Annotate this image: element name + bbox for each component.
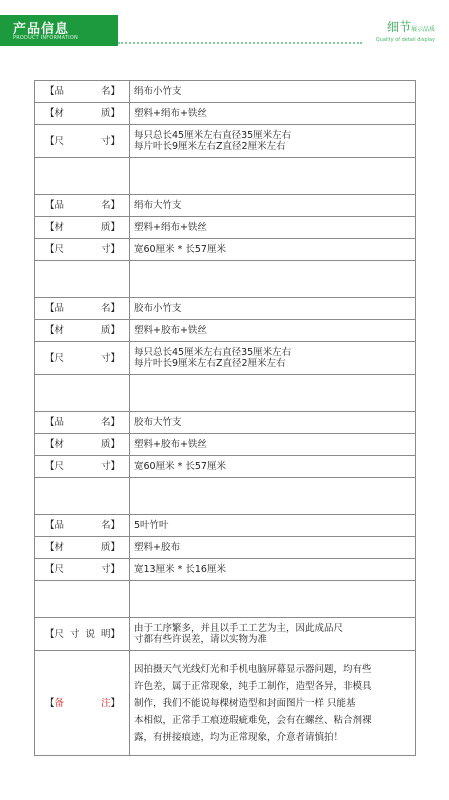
bracket-open: 【 (45, 108, 55, 119)
name-label-text: 品 名 (54, 86, 111, 97)
size-value-line: 每片叶长9厘米左右Z直径2厘米左右 (134, 358, 286, 369)
size-value-line: 每片叶长9厘米左右Z直径2厘米左右 (134, 141, 286, 152)
material-label (35, 320, 130, 342)
size-label (35, 456, 130, 478)
size-note-value-line: 寸都有些许误差，请以实物为准 (134, 634, 268, 645)
bracket-open: 【 (45, 244, 55, 255)
size-value-line: 宽60厘米 * 长57厘米 (134, 461, 226, 472)
material-value (130, 320, 416, 342)
detail-tag: 展示品质 (410, 26, 435, 33)
blank-key (35, 261, 130, 298)
spec-table (34, 80, 416, 756)
bracket-close: 】 (110, 222, 121, 233)
remark-value-line: 许色差，属于正常现象，纯手工制作，造型各异，非模具 (134, 680, 372, 692)
material-value-line: 塑料+胶布+铁丝 (134, 439, 207, 450)
name-value (130, 515, 416, 537)
blank-value (130, 158, 416, 195)
size-value (130, 239, 416, 261)
blank-value (130, 478, 416, 515)
bracket-open: 【 (45, 542, 55, 553)
table-row (35, 537, 416, 559)
size-note-value (130, 618, 416, 651)
table-row (35, 342, 416, 375)
blank-key (35, 158, 130, 195)
blank-key (35, 581, 130, 618)
material-label-text: 材 质 (54, 439, 111, 450)
detail-title-block (355, 18, 435, 43)
bracket-close: 】 (110, 352, 121, 364)
size-value (130, 125, 416, 158)
table-row (35, 412, 416, 434)
remark-value-line: 制作，我们不能说每棵树造型和封面图片一样 只能基 (134, 697, 356, 709)
name-label (35, 81, 130, 103)
material-label (35, 217, 130, 239)
table-row (35, 298, 416, 320)
size-label (35, 559, 130, 581)
blank-row (35, 581, 416, 618)
bracket-close: 】 (110, 417, 121, 428)
bracket-close: 】 (110, 135, 121, 147)
bracket-close: 】 (110, 200, 121, 211)
blank-value (130, 581, 416, 618)
name-label-text: 品 名 (54, 520, 111, 531)
name-label-text: 品 名 (54, 417, 111, 428)
size-label-text: 尺 寸 (54, 564, 111, 575)
name-value (130, 81, 416, 103)
section-title-block (0, 15, 118, 46)
size-value-line: 每只总长45厘米左右直径35厘米左右 (134, 130, 292, 141)
material-value-line: 塑料+绢布+铁丝 (134, 108, 207, 119)
size-note-value-line: 由于工序繁多，并且以手工工艺为主，因此成品尺 (134, 623, 344, 634)
table-row (35, 515, 416, 537)
size-label-text: 尺 寸 (54, 461, 111, 472)
table-row (35, 559, 416, 581)
name-label (35, 515, 130, 537)
material-value (130, 103, 416, 125)
material-value (130, 537, 416, 559)
name-label-text: 品 名 (54, 200, 111, 211)
size-label-text: 尺 寸 (54, 244, 111, 255)
header-divider (118, 42, 362, 44)
material-value (130, 217, 416, 239)
size-label-text: 尺 寸 (54, 352, 111, 364)
size-value (130, 559, 416, 581)
bracket-close: 】 (110, 628, 121, 640)
section-subtitle: PRODUCT INFORMATION (13, 35, 78, 41)
name-label (35, 298, 130, 320)
blank-key (35, 478, 130, 515)
blank-key (35, 375, 130, 412)
bracket-close: 】 (110, 303, 121, 314)
material-value-line: 塑料+绢布+铁丝 (134, 222, 207, 233)
material-value-line: 塑料+胶布+铁丝 (134, 325, 207, 336)
size-value-line: 每只总长45厘米左右直径35厘米左右 (134, 347, 292, 358)
blank-row (35, 158, 416, 195)
bracket-close: 】 (110, 439, 121, 450)
bracket-close: 】 (110, 86, 121, 97)
size-value-line: 宽13厘米 * 长16厘米 (134, 564, 226, 575)
bracket-close: 】 (110, 564, 121, 575)
material-label (35, 434, 130, 456)
bracket-open: 【 (45, 628, 55, 640)
table-row (35, 456, 416, 478)
material-label-text: 材 质 (54, 542, 111, 553)
table-row (35, 618, 416, 651)
bracket-open: 【 (45, 461, 55, 472)
bracket-open: 【 (45, 439, 55, 450)
name-label (35, 195, 130, 217)
material-value (130, 434, 416, 456)
table-row (35, 195, 416, 217)
table-row (35, 239, 416, 261)
table-row (35, 434, 416, 456)
bracket-open: 【 (45, 86, 55, 97)
name-value-line: 胶布大竹支 (134, 417, 182, 428)
bracket-open: 【 (45, 200, 55, 211)
remark-label (35, 651, 130, 756)
name-value-line: 胶布小竹支 (134, 303, 182, 314)
remark-value (130, 651, 416, 756)
table-row (35, 320, 416, 342)
size-label (35, 239, 130, 261)
bracket-close: 】 (110, 244, 121, 255)
bracket-open: 【 (45, 222, 55, 233)
name-value (130, 298, 416, 320)
bracket-close: 】 (110, 325, 121, 336)
bracket-open: 【 (45, 417, 55, 428)
bracket-open: 【 (45, 564, 55, 575)
material-label-text: 材 质 (54, 222, 111, 233)
blank-value (130, 375, 416, 412)
remark-value-line: 因拍摄天气光线灯光和手机电脑屏幕显示器问题，均有些 (134, 663, 372, 675)
bracket-close: 】 (110, 542, 121, 553)
size-note-label-text: 尺寸说明 (54, 628, 111, 640)
size-label (35, 125, 130, 158)
detail-subtitle: Quality of detail display (375, 37, 435, 43)
material-label (35, 537, 130, 559)
bracket-open: 【 (45, 352, 55, 364)
bracket-open: 【 (45, 325, 55, 336)
remark-label-text: 备 注 (54, 697, 111, 709)
size-label-text: 尺 寸 (54, 135, 111, 147)
material-label-text: 材 质 (54, 325, 111, 336)
bracket-open: 【 (45, 303, 55, 314)
detail-title: 细节 (386, 20, 411, 34)
bracket-close: 】 (110, 108, 121, 119)
blank-value (130, 261, 416, 298)
bracket-close: 】 (110, 697, 121, 709)
name-value-line: 5叶竹叶 (134, 520, 169, 531)
bracket-close: 】 (110, 461, 121, 472)
material-value-line: 塑料+胶布 (134, 542, 180, 553)
size-value (130, 456, 416, 478)
name-label-text: 品 名 (54, 303, 111, 314)
bracket-open: 【 (45, 135, 55, 147)
table-row (35, 125, 416, 158)
remark-value-line: 露，有拼接痕迹，均为正常现象，介意者请慎拍！ (134, 731, 344, 743)
table-row (35, 217, 416, 239)
table-row (35, 651, 416, 756)
blank-row (35, 261, 416, 298)
table-row (35, 103, 416, 125)
blank-row (35, 375, 416, 412)
material-label (35, 103, 130, 125)
name-value (130, 195, 416, 217)
blank-row (35, 478, 416, 515)
remark-value-line: 本相似，正常手工痕迹瑕疵难免，会有在螺丝、粘合剂裸 (134, 714, 372, 726)
size-value-line: 宽60厘米 * 长57厘米 (134, 244, 226, 255)
bracket-close: 】 (110, 520, 121, 531)
name-label (35, 412, 130, 434)
name-value (130, 412, 416, 434)
name-value-line: 绢布大竹支 (134, 200, 182, 211)
size-value (130, 342, 416, 375)
section-title: 产品信息 (13, 22, 70, 37)
bracket-open: 【 (45, 697, 55, 709)
size-note-label (35, 618, 130, 651)
material-label-text: 材 质 (54, 108, 111, 119)
size-label (35, 342, 130, 375)
name-value-line: 绢布小竹支 (134, 86, 182, 97)
table-row (35, 81, 416, 103)
bracket-open: 【 (45, 520, 55, 531)
